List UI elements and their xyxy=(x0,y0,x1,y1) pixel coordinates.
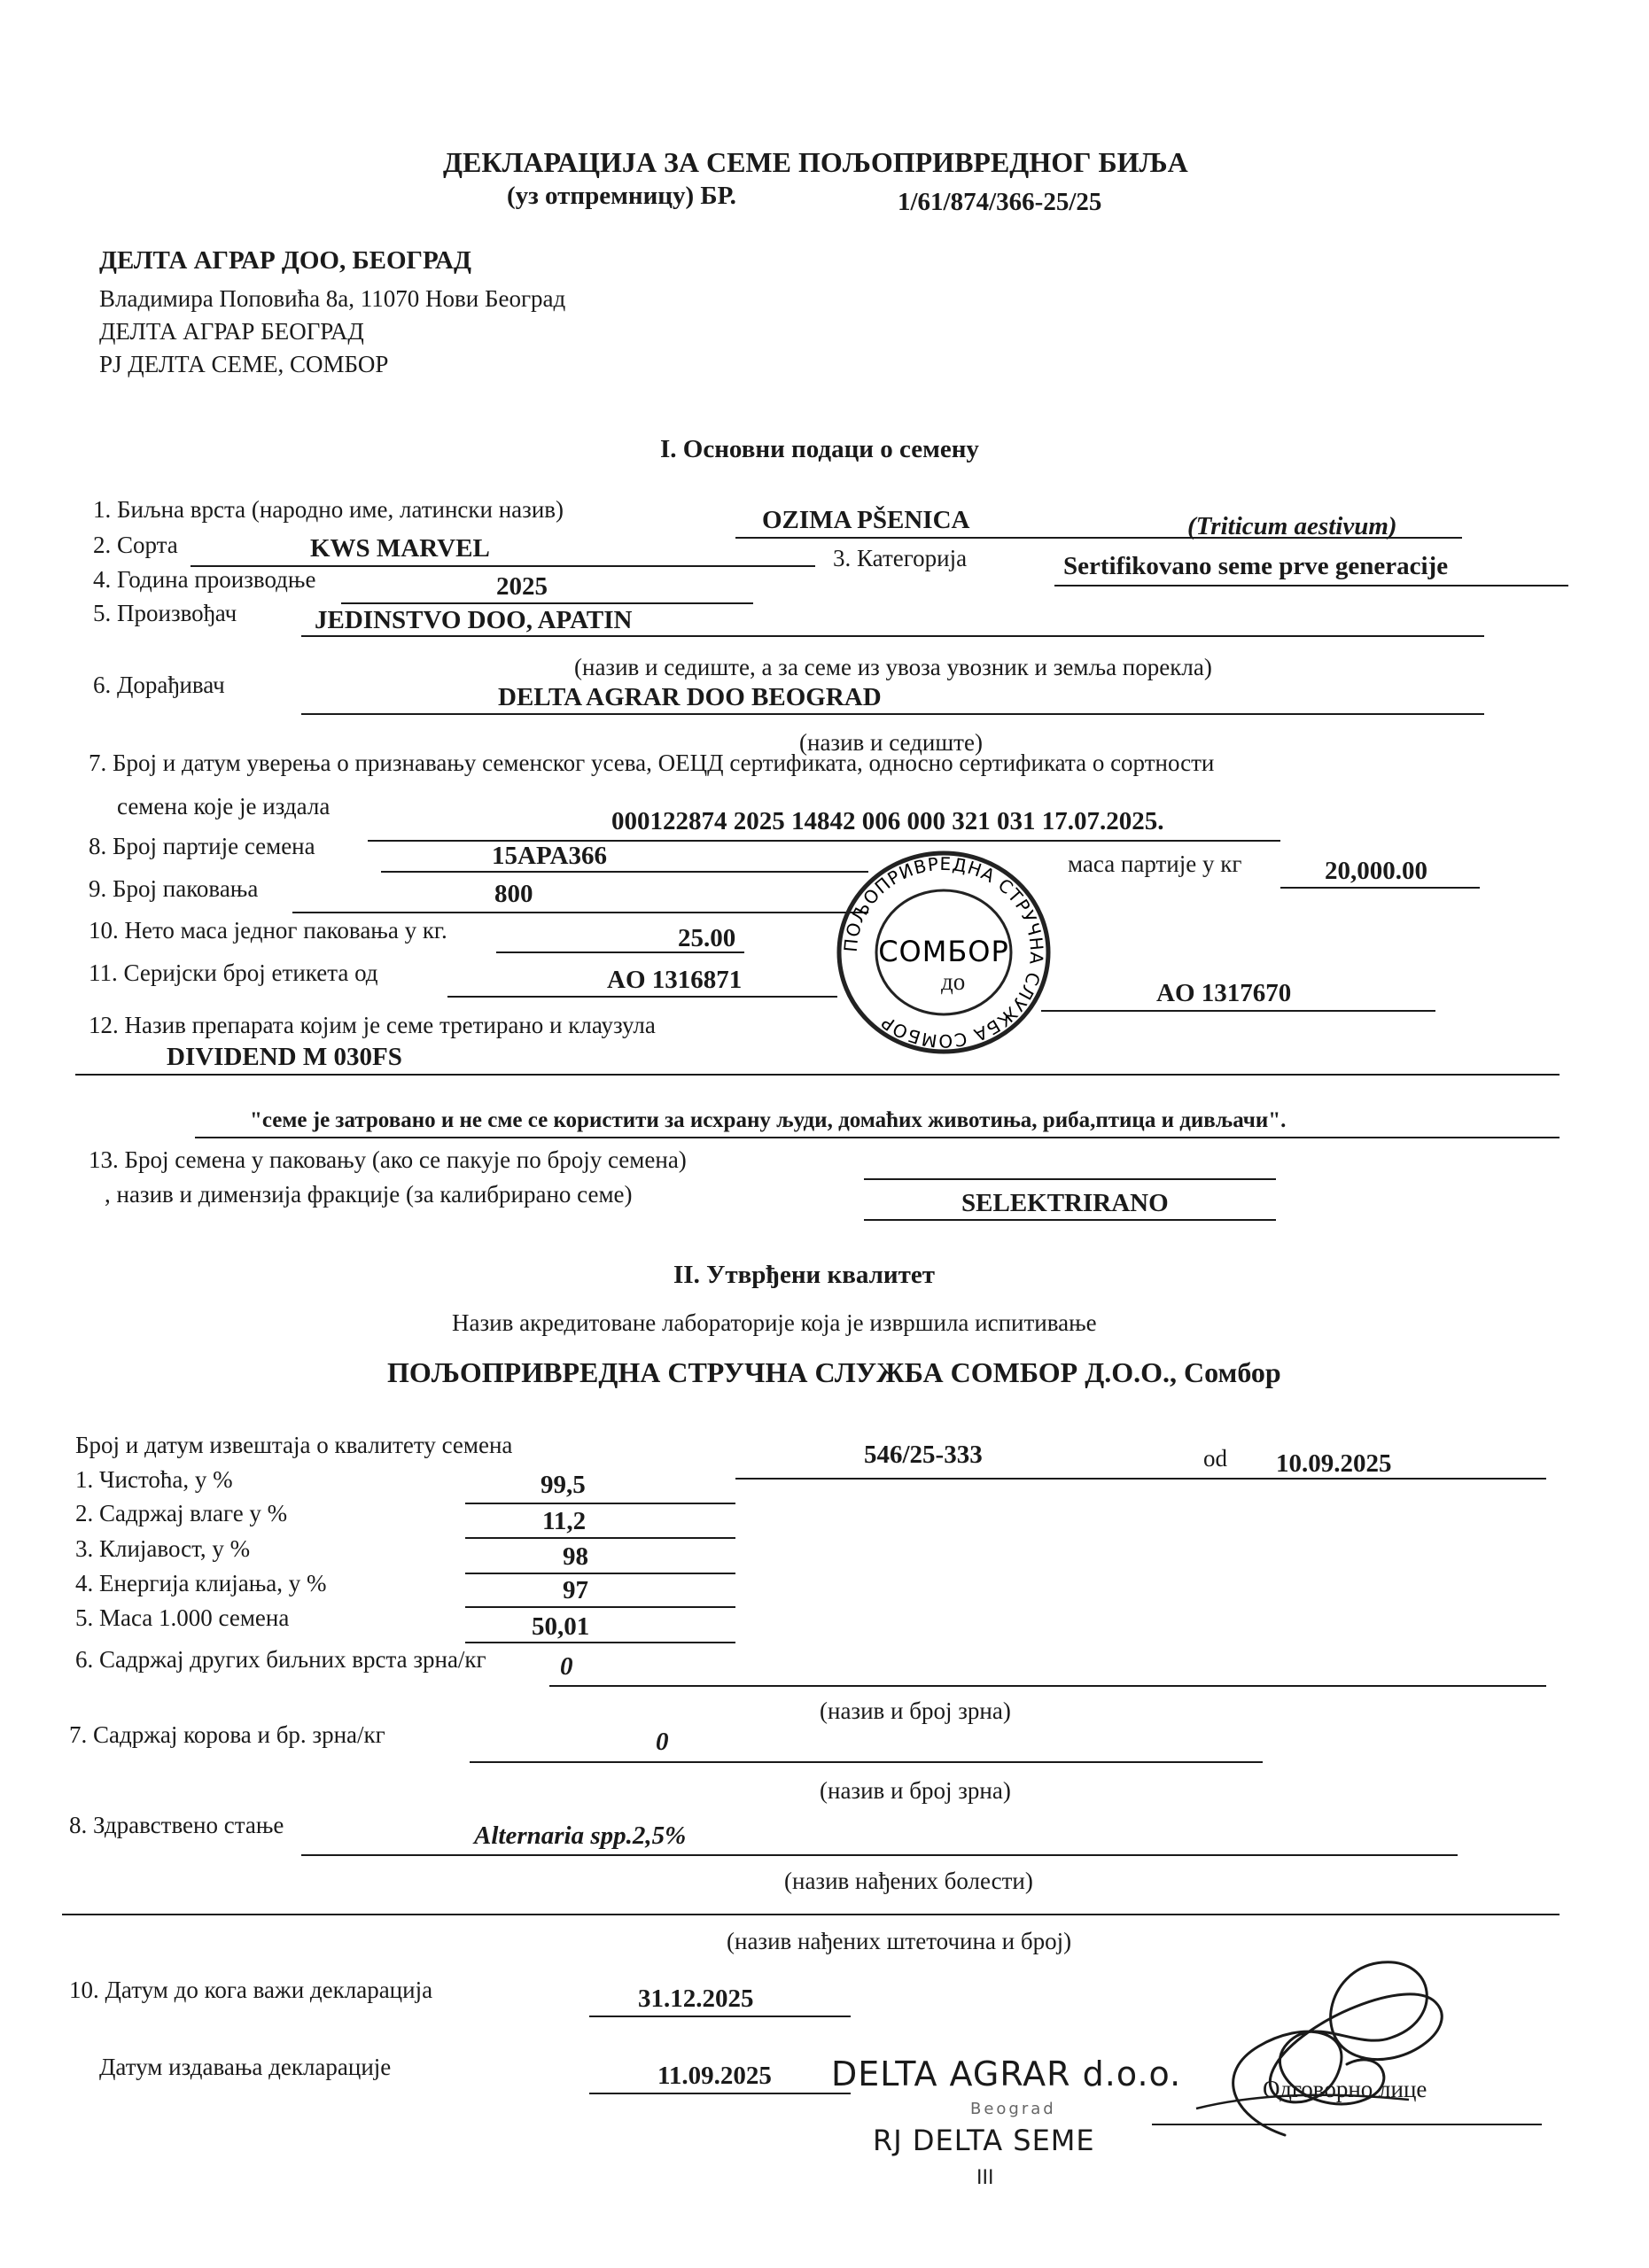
quality5-label: 5. Маса 1.000 семена xyxy=(75,1604,290,1631)
quality1-line xyxy=(465,1503,735,1504)
valid-label: 10. Датум до кога важи декларација xyxy=(69,1977,433,2003)
field12-clause-line xyxy=(195,1137,1560,1138)
quality7-note: (назив и број зрна) xyxy=(820,1777,1011,1804)
field5-label: 5. Произвођач xyxy=(93,600,237,626)
quality5-value: 50,01 xyxy=(532,1612,590,1641)
quality2-line xyxy=(465,1537,735,1539)
section2-title: II. Утврђени квалитет xyxy=(673,1261,935,1289)
section1-title: I. Основни подаци о семену xyxy=(660,435,979,463)
field3-label: 3. Категорија xyxy=(833,545,968,571)
quality2-label: 2. Садржај влаге у % xyxy=(75,1500,288,1526)
field7-label2: семена које је издала xyxy=(117,793,331,819)
document-title: ДЕКЛАРАЦИЈА ЗА СЕМЕ ПОЉОПРИВРЕДНОГ БИЉА xyxy=(443,146,1188,178)
field9-value: 800 xyxy=(494,880,533,908)
field4-line xyxy=(341,602,753,604)
quality7-label: 7. Садржај корова и бр. зрна/кг xyxy=(69,1721,385,1748)
company-stamp-line2: Beograd xyxy=(970,2100,1056,2118)
field11-label: 11. Серијски број етикета од xyxy=(89,959,378,986)
report-date: 10.09.2025 xyxy=(1276,1449,1392,1478)
field7-label1: 7. Број и датум уверења о признавању семенског усева, ОЕЦД сертификата, односно сертификата о сортности xyxy=(89,750,1215,776)
company-stamp-line1: DELTA AGRAR d.o.o. xyxy=(831,2054,1182,2093)
issue-label: Датум издавања декларације xyxy=(99,2054,392,2080)
quality8-note: (назив нађених болести) xyxy=(784,1868,1033,1894)
mass-label: маса партије у кг xyxy=(1068,850,1242,877)
field2-label: 2. Сорта xyxy=(93,532,178,558)
responsible-line xyxy=(1152,2124,1542,2125)
field4-label: 4. Година производње xyxy=(93,566,316,593)
lab-label: Назив акредитоване лабораторије која је извршила испитивање xyxy=(452,1309,1097,1336)
field4-value: 2025 xyxy=(496,572,548,601)
company-address: Владимира Поповића 8а, 11070 Нови Београд xyxy=(99,285,566,312)
field8-label: 8. Број партије семена xyxy=(89,833,315,859)
quality2-value: 11,2 xyxy=(542,1507,587,1535)
document-number: 1/61/874/366-25/25 xyxy=(898,188,1102,216)
field13-label1: 13. Број семена у паковању (ако се пакује по броју семена) xyxy=(89,1146,687,1173)
issue-value: 11.09.2025 xyxy=(657,2062,772,2090)
stamp-ring-text: ПОЉОПРИВРЕДНА СТРУЧНА СЛУЖБА СОМБОР xyxy=(839,852,1048,1052)
field12-value: DIVIDEND M 030FS xyxy=(167,1043,402,1071)
field12-line xyxy=(75,1074,1560,1076)
field13-line1 xyxy=(864,1178,1276,1180)
mass-line xyxy=(1280,887,1480,889)
quality6-value: 0 xyxy=(560,1652,573,1681)
field1-line xyxy=(735,537,1462,539)
field13-label2: , назив и димензија фракције (за калибрирано семе) xyxy=(105,1181,633,1208)
report-number: 546/25-333 xyxy=(864,1441,983,1469)
field6-line xyxy=(301,713,1484,715)
field10-line xyxy=(496,951,744,953)
quality8-label: 8. Здравствено стање xyxy=(69,1812,284,1838)
field11-to-line xyxy=(1041,1010,1435,1012)
quality1-label: 1. Чистоћа, у % xyxy=(75,1466,233,1493)
quality4-line xyxy=(465,1606,735,1608)
report-line xyxy=(735,1478,1546,1480)
quality5-line xyxy=(465,1642,735,1643)
report-label: Број и датум извештаја о квалитету семена xyxy=(75,1432,513,1458)
field8-line xyxy=(381,871,868,873)
field6-note: (назив и седиште) xyxy=(799,729,983,756)
quality4-label: 4. Енергија клијања, у % xyxy=(75,1570,327,1596)
quality9-note: (назив нађених штеточина и број) xyxy=(727,1928,1072,1954)
round-stamp-icon xyxy=(828,842,1059,1063)
field12-clause: "семе је затровано и не сме се користити за исхрану људи, домаћих животиња, риба,птица и дивљачи". xyxy=(250,1108,1287,1132)
field5-value: JEDINSTVO DOO, APATIN xyxy=(315,606,633,634)
quality4-value: 97 xyxy=(563,1576,588,1604)
field11-to: AO 1317670 xyxy=(1156,979,1292,1007)
document-subtitle: (уз отпремницу) БР. xyxy=(507,182,736,210)
quality1-value: 99,5 xyxy=(541,1471,586,1499)
field7-value: 000122874 2025 14842 006 000 321 031 17.07.2025. xyxy=(611,807,1164,835)
mass-value: 20,000.00 xyxy=(1325,857,1427,885)
quality3-value: 98 xyxy=(563,1542,588,1571)
company-line4: РЈ ДЕЛТА СЕМЕ, СОМБОР xyxy=(99,351,389,377)
quality8-value: Alternaria spp.2,5% xyxy=(474,1821,687,1850)
field9-line xyxy=(292,912,868,913)
field3-value: Sertifikovano seme prve generacije xyxy=(1063,552,1449,580)
field13-value: SELEKTRIRANO xyxy=(961,1189,1169,1217)
company-name: ДЕЛТА АГРАР ДОО, БЕОГРАД xyxy=(99,246,471,275)
field6-label: 6. Дорађивач xyxy=(93,672,225,698)
field1-value: OZIMA PŠENICA xyxy=(762,506,970,534)
field5-note: (назив и седиште, а за семе из увоза увозник и земља порекла) xyxy=(574,654,1212,680)
field8-value: 15APA366 xyxy=(492,842,607,870)
stamp-center-text: СОМБОР xyxy=(878,935,1009,968)
company-stamp-line4: III xyxy=(976,2167,994,2189)
field1-label: 1. Биљна врста (народно име, латински назив) xyxy=(93,496,564,523)
field12-label: 12. Назив препарата којим је семе третирано и клаузула xyxy=(89,1012,656,1038)
report-od: od xyxy=(1203,1445,1227,1472)
field1-latin: (Triticum aestivum) xyxy=(1187,512,1397,540)
field10-label: 10. Нето маса једног паковања у кг. xyxy=(89,917,447,944)
field11-to-label: до xyxy=(941,968,966,995)
quality7-value: 0 xyxy=(656,1728,669,1756)
field3-line xyxy=(1054,585,1568,586)
valid-value: 31.12.2025 xyxy=(638,1984,754,2013)
field11-from-line xyxy=(447,996,837,998)
quality9-line xyxy=(62,1914,1560,1915)
field9-label: 9. Број паковања xyxy=(89,875,259,902)
field10-value: 25.00 xyxy=(678,924,736,952)
quality8-line xyxy=(301,1854,1458,1856)
responsible-label: Одговорно лице xyxy=(1263,2076,1427,2102)
field2-value: KWS MARVEL xyxy=(310,534,490,563)
quality6-label: 6. Садржај других биљних врста зрна/кг xyxy=(75,1646,486,1673)
issue-line xyxy=(589,2093,851,2094)
valid-line xyxy=(589,2016,851,2017)
quality3-line xyxy=(465,1573,735,1574)
quality7-line xyxy=(470,1761,1263,1763)
signature-icon xyxy=(1178,1940,1462,2144)
lab-name: ПОЉОПРИВРЕДНА СТРУЧНА СЛУЖБА СОМБОР Д.О.О., Сомбор xyxy=(387,1356,1281,1388)
quality6-line xyxy=(549,1685,1546,1687)
quality3-label: 3. Клијавост, у % xyxy=(75,1535,251,1562)
field6-value: DELTA AGRAR DOO BEOGRAD xyxy=(498,683,882,711)
quality6-note: (назив и број зрна) xyxy=(820,1697,1011,1724)
field13-line2 xyxy=(864,1219,1276,1221)
field11-from: AO 1316871 xyxy=(607,966,743,994)
field5-line xyxy=(301,635,1484,637)
company-line3: ДЕЛТА АГРАР БЕОГРАД xyxy=(99,318,364,345)
company-stamp-line3: RJ DELTA SEME xyxy=(873,2124,1095,2157)
